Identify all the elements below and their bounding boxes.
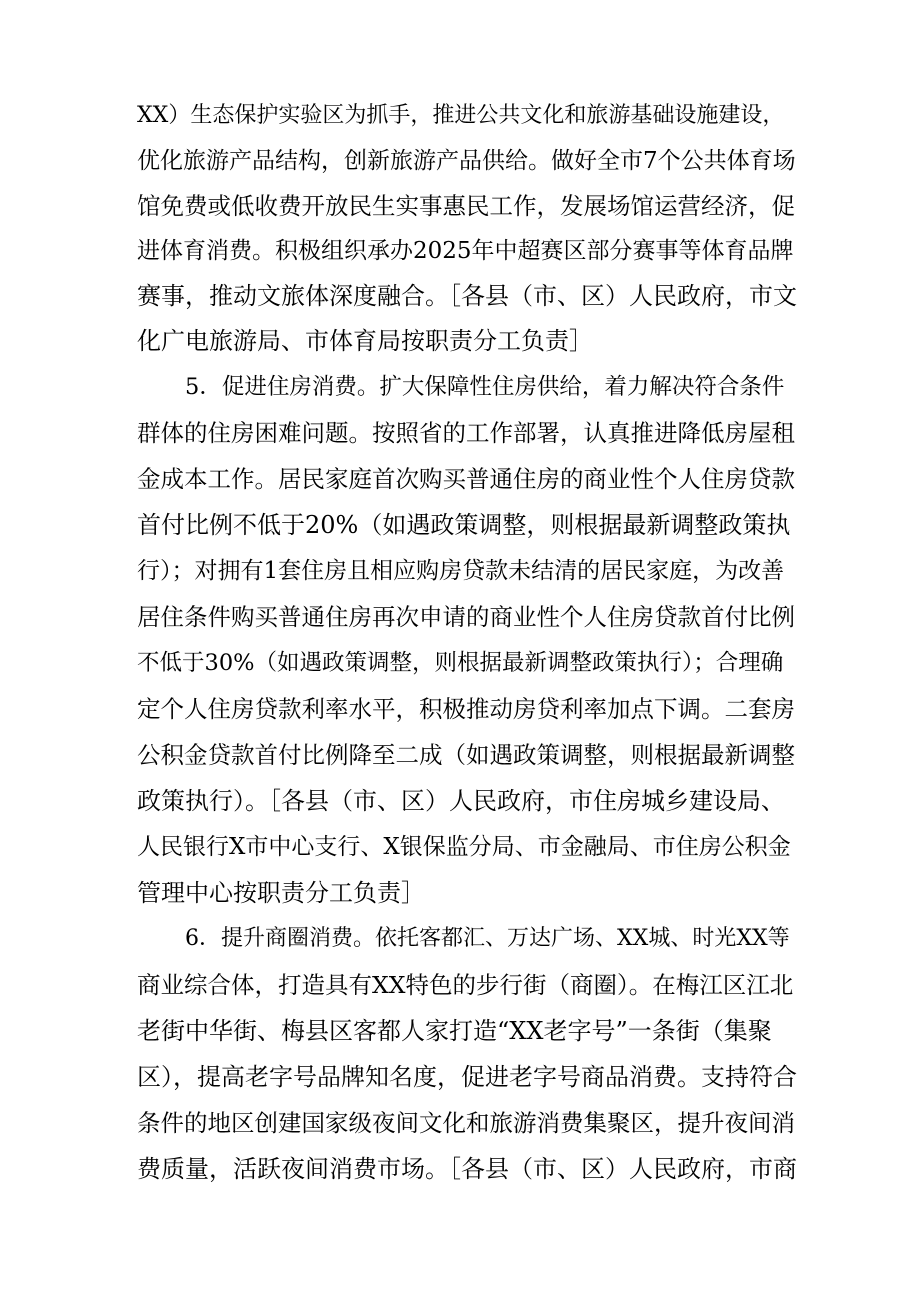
- text-line: 行）；对拥有1套住房且相应购房贷款未结清的居民家庭，为改善: [137, 558, 785, 584]
- text-line: 人民银行X市中心支行、X银保监分局、市金融局、市住房公积金: [137, 834, 791, 860]
- text-line: 管理中心按职责分工负责］: [137, 879, 425, 907]
- text-line: 政策执行）。［各县（市、区）人民政府，市住房城乡建设局、: [137, 787, 785, 815]
- text-line: 优化旅游产品结构，创新旅游产品供给。做好全市7个公共体育场: [137, 148, 796, 174]
- text-line: 群体的住房困难问题。按照省的工作部署，认真推进降低房屋租: [137, 419, 795, 447]
- paragraph-6-first-line: 6．提升商圈消费。依托客都汇、万达广场、XX城、时光XX等: [185, 926, 790, 951]
- text-line: 不低于30%（如遇政策调整，则根据最新调整政策执行）；合理确: [137, 650, 784, 676]
- text-line: 赛事，推动文旅体深度融合。［各县（市、区）人民政府，市文: [137, 282, 797, 310]
- text-line: 公积金贷款首付比例降至二成（如遇政策调整，则根据最新调整: [137, 741, 795, 769]
- text-line: 居住条件购买普通住房再次申请的商业性个人住房贷款首付比例: [137, 603, 795, 631]
- text-line: 条件的地区创建国家级夜间文化和旅游消费集聚区，提升夜间消: [137, 1109, 795, 1137]
- text-line: 金成本工作。居民家庭首次购买普通住房的商业性个人住房贷款: [137, 465, 795, 493]
- paragraph-5-first-line: 5．促进住房消费。扩大保障性住房供给，着力解决符合条件: [185, 374, 785, 400]
- text-line: 老街中华街、梅县区客都人家打造“XX老字号”一条街（集聚: [137, 1017, 772, 1045]
- text-line: 商业综合体，打造具有XX特色的步行街（商圈）。在梅江区江北: [137, 971, 794, 999]
- text-line: 馆免费或低收费开放民生实事惠民工作，发展场馆运营经济，促: [137, 192, 795, 220]
- text-line: 费质量，活跃夜间消费市场。［各县（市、区）人民政府，市商: [137, 1155, 797, 1183]
- text-line: 进体育消费。积极组织承办2025年中超赛区部分赛事等体育品牌: [137, 238, 794, 264]
- text-line: 区），提高老字号品牌知名度，促进老字号商品消费。支持符合: [137, 1063, 797, 1091]
- text-line: XX）生态保护实验区为抓手，推进公共文化和旅游基础设施建设，: [137, 103, 785, 128]
- text-line: 首付比例不低于20%（如遇政策调整，则根据最新调整政策执: [137, 511, 791, 539]
- text-line: 化广电旅游局、市体育局按职责分工负责］: [137, 327, 593, 355]
- text-line: 定个人住房贷款利率水平，积极推动房贷利率加点下调。二套房: [137, 695, 795, 723]
